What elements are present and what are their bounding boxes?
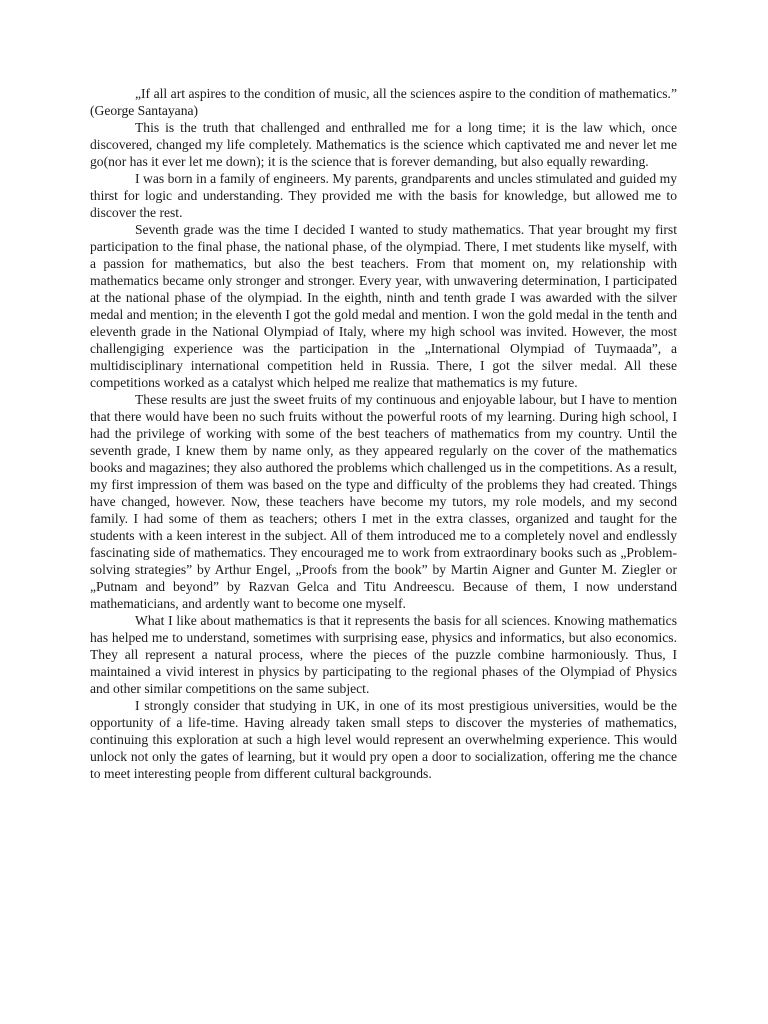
paragraph-studying-in-uk: I strongly consider that studying in UK, in one of its most prestigious universities, would be the opportunity of a life-time. Having already taken small steps to discover the mysteries of mathematics, continuing this exploration at such a high level would represent an overwhelming experience. This would unlock not only the gates of learning, but it would pry open a door to socialization, offering me the chance to meet interesting people from different cultural backgrounds.	[90, 698, 677, 781]
paragraph-mathematics-basis: What I like about mathematics is that it represents the basis for all sciences. Knowing mathematics has helped me to understand, sometimes with surprising ease, physics and informatics, but also economics. They all represent a natural process, where the pieces of the puzzle combine harmoniously. Thus, I maintained a vivid interest in physics by participating to the regional phases of the Olympiad of Physics and other similar competitions on the same subject.	[90, 613, 677, 696]
paragraph-law-of-mathematics: This is the truth that challenged and enthralled me for a long time; it is the law which, once discovered, changed my life completely. Mathematics is the science which captivated me and never let me go(nor has it ever let me down); it is the science that is forever demanding, but also equally rewarding.	[90, 120, 677, 169]
paragraph-olympiad-experience: Seventh grade was the time I decided I wanted to study mathematics. That year brought my first participation to the final phase, the national phase, of the olympiad. There, I met students like myself, with a passion for mathematics, but also the best teachers. From that moment on, my relationship with mathematics became only stronger and stronger. Every year, with unwavering determination, I participated at the national phase of the olympiad. In the eighth, ninth and tenth grade I was awarded with the silver medal and mention; in the eleventh I got the gold medal and mention. I won the gold medal in the tenth and eleventh grade in the National Olympiad of Italy, where my high school was invited. However, the most challengiging experience was the participation in the „International Olympiad of Tuymaada”, a multidisciplinary international competition held in Russia. There, I got the silver medal. All these competitions worked as a catalyst which helped me realize that mathematics is my future.	[90, 222, 677, 390]
paragraph-teachers: These results are just the sweet fruits of my continuous and enjoyable labour, but I have to mention that there would have been no such fruits without the powerful roots of my learning. During high school, I had the privilege of working with some of the best teachers of mathematics from my country. Until the seventh grade, I knew them by name only, as they appeared regularly on the cover of the mathematics books and magazines; they also authored the problems which challenged us in the competitions. As a result, my first impression of them was based on the type and difficulty of the problems they had created. Things have changed, however. Now, these teachers have become my tutors, my role models, and my second family. I had some of them as teachers; others I met in the extra classes, organized and taught for the students with a keen interest in the subject. All of them introduced me to a completely novel and endlessly fascinating side of mathematics. They encouraged me to work from extraordinary books such as „Problem-solving strategies” by Arthur Engel, „Proofs from the book” by Martin Aigner and Gunter M. Ziegler or „Putnam and beyond” by Razvan Gelca and Titu Andreescu. Because of them, I now understand mathematicians, and ardently want to become one myself.	[90, 392, 677, 611]
paragraph-family-background: I was born in a family of engineers. My parents, grandparents and uncles stimulated and guided my thirst for logic and understanding. They provided me with the basis for knowledge, but allowed me to discover the rest.	[90, 171, 677, 220]
document-page	[90, 85, 677, 782]
epigraph-paragraph: „If all art aspires to the condition of music, all the sciences aspire to the condition of mathematics.” (George Santayana)	[90, 86, 677, 118]
